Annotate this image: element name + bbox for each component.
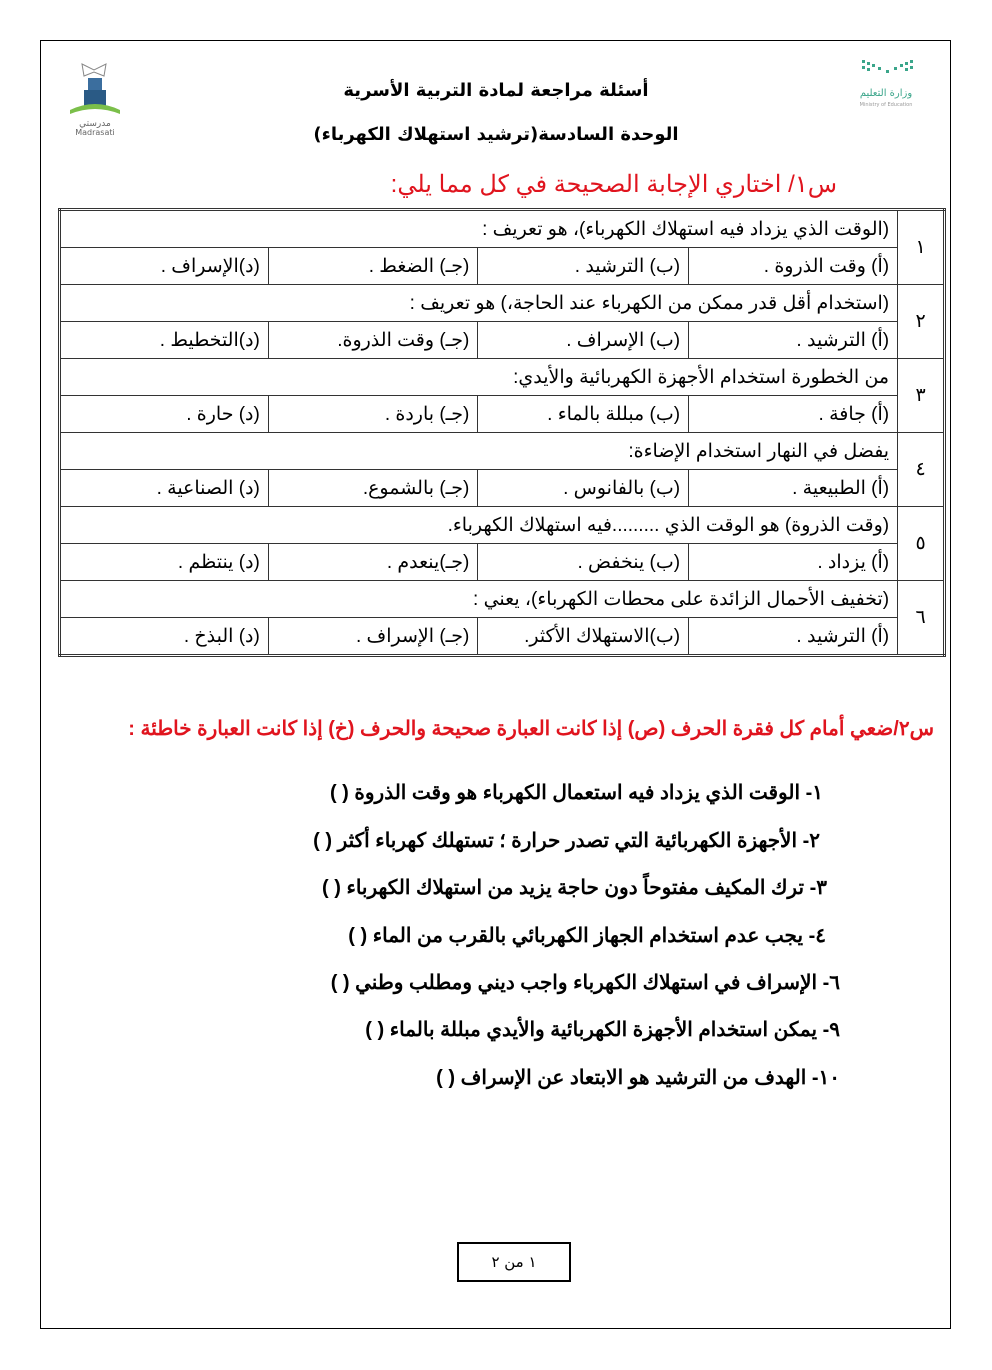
question-text: (تخفيف الأحمال الزائدة على محطات الكهرباء)، يعني : bbox=[60, 581, 898, 618]
question-number: ٦ bbox=[898, 581, 945, 656]
answer-option[interactable]: (أ) جافة . bbox=[689, 396, 898, 433]
answer-option[interactable]: (جـ) وقت الذروة. bbox=[268, 322, 477, 359]
answer-option[interactable]: (أ) الترشيد . bbox=[689, 322, 898, 359]
true-false-item bbox=[331, 970, 840, 995]
answer-option[interactable]: (أ) يزداد . bbox=[689, 544, 898, 581]
answer-option[interactable]: (جـ)ينعدم . bbox=[268, 544, 477, 581]
answer-option[interactable]: (ب) الترشيد . bbox=[478, 248, 689, 285]
unit-subtitle: الوحدة السادسة(ترشيد استهلاك الكهرباء) bbox=[313, 124, 679, 145]
question-number: ٥ bbox=[898, 507, 945, 581]
true-false-item bbox=[436, 1065, 840, 1090]
question-text: (الوقت الذي يزداد فيه استهلاك الكهرباء)، هو تعريف : bbox=[60, 210, 898, 248]
answer-option[interactable]: (ب) ينخفض . bbox=[478, 544, 689, 581]
answer-blank[interactable]: ( ) bbox=[321, 877, 341, 899]
question-row bbox=[60, 285, 945, 322]
svg-text:Ministry of Education: Ministry of Education bbox=[859, 102, 913, 108]
options-row bbox=[60, 396, 945, 433]
options-row bbox=[60, 470, 945, 507]
question-1-heading: س١/ اختاري الإجابة الصحيحة في كل مما يلي: bbox=[390, 171, 837, 198]
question-2-heading: س٢/ضعي أمام كل فقرة الحرف (ص) إذا كانت العبارة صحيحة والحرف (خ) إذا كانت العبارة خاطئة : bbox=[128, 718, 934, 740]
options-row bbox=[60, 248, 945, 285]
statement-text: ٦- الإسراف في استهلاك الكهرباء واجب ديني ومطلب وطني bbox=[355, 972, 840, 994]
question-number: ١ bbox=[898, 210, 945, 285]
true-false-item bbox=[348, 923, 826, 948]
svg-text:Madrasati: Madrasati bbox=[75, 128, 115, 137]
options-row bbox=[60, 322, 945, 359]
question-row bbox=[60, 359, 945, 396]
question-number: ٢ bbox=[898, 285, 945, 359]
answer-option[interactable]: (ب) الإسراف . bbox=[478, 322, 689, 359]
statement-text: ٣- ترك المكيف مفتوحاً دون حاجة يزيد من استهلاك الكهرباء bbox=[346, 877, 827, 899]
question-text: من الخطورة استخدام الأجهزة الكهربائية والأيدي: bbox=[60, 359, 898, 396]
question-row bbox=[60, 210, 945, 248]
answer-blank[interactable]: ( ) bbox=[365, 1019, 385, 1041]
svg-text:وزارة التعليم: وزارة التعليم bbox=[859, 88, 913, 99]
page-title: أسئلة مراجعة لمادة التربية الأسرية bbox=[343, 80, 649, 101]
true-false-item bbox=[322, 875, 827, 900]
answer-option[interactable]: (ب)الاستهلاك الأكثر. bbox=[478, 618, 689, 656]
statement-text: ١٠- الهدف من الترشيد هو الابتعاد عن الإسراف bbox=[460, 1067, 840, 1089]
answer-blank[interactable]: ( ) bbox=[329, 782, 349, 804]
question-text: (استخدام أقل قدر ممكن من الكهرباء عند الحاجة،) هو تعريف : bbox=[60, 285, 898, 322]
svg-text:مدرستي: مدرستي bbox=[79, 119, 111, 129]
question-number: ٣ bbox=[898, 359, 945, 433]
answer-option[interactable]: (د) ينتظم . bbox=[60, 544, 269, 581]
question-row bbox=[60, 433, 945, 470]
statement-text: ١- الوقت الذي يزداد فيه استعمال الكهرباء هو وقت الذروة bbox=[354, 782, 823, 804]
page-number: ١ من ٢ bbox=[457, 1242, 571, 1282]
statement-text: ٩- يمكن استخدام الأجهزة الكهربائية والأيدي مبللة بالماء bbox=[389, 1019, 840, 1041]
multiple-choice-table bbox=[58, 208, 946, 657]
answer-option[interactable]: (جـ) الإسراف . bbox=[268, 618, 477, 656]
question-text: يفضل في النهار استخدام الإضاءة: bbox=[60, 433, 898, 470]
question-row bbox=[60, 507, 945, 544]
options-row bbox=[60, 544, 945, 581]
answer-option[interactable]: (جـ) الضغط . bbox=[268, 248, 477, 285]
true-false-item bbox=[330, 780, 823, 805]
answer-option[interactable]: (أ) وقت الذروة . bbox=[689, 248, 898, 285]
answer-option[interactable]: (ب) مبللة بالماء . bbox=[478, 396, 689, 433]
statement-text: ٢- الأجهزة الكهربائية التي تصدر حرارة ؛ تستهلك كهرباء أكثر bbox=[337, 830, 820, 852]
answer-blank[interactable]: ( ) bbox=[436, 1067, 456, 1089]
answer-option[interactable]: (جـ) باردة . bbox=[268, 396, 477, 433]
answer-blank[interactable]: ( ) bbox=[330, 972, 350, 994]
options-row bbox=[60, 618, 945, 656]
question-text: (وقت الذروة) هو الوقت الذي .........فيه استهلاك الكهرباء. bbox=[60, 507, 898, 544]
question-number: ٤ bbox=[898, 433, 945, 507]
answer-option[interactable]: (د)التخطيط . bbox=[60, 322, 269, 359]
true-false-item bbox=[313, 828, 820, 853]
answer-option[interactable]: (د) الصناعية . bbox=[60, 470, 269, 507]
answer-blank[interactable]: ( ) bbox=[313, 830, 333, 852]
question-row bbox=[60, 581, 945, 618]
true-false-item bbox=[365, 1017, 840, 1042]
answer-blank[interactable]: ( ) bbox=[348, 925, 368, 947]
answer-option[interactable]: (ب) بالفانوس . bbox=[478, 470, 689, 507]
answer-option[interactable]: (أ) الطبيعية . bbox=[689, 470, 898, 507]
answer-option[interactable]: (د) حارة . bbox=[60, 396, 269, 433]
answer-option[interactable]: (جـ) بالشموع. bbox=[268, 470, 477, 507]
statement-text: ٤- يجب عدم استخدام الجهاز الكهربائي بالقرب من الماء bbox=[372, 925, 826, 947]
answer-option[interactable]: (أ) الترشيد . bbox=[689, 618, 898, 656]
answer-option[interactable]: (د)الإسراف . bbox=[60, 248, 269, 285]
answer-option[interactable]: (د) البذخ . bbox=[60, 618, 269, 656]
